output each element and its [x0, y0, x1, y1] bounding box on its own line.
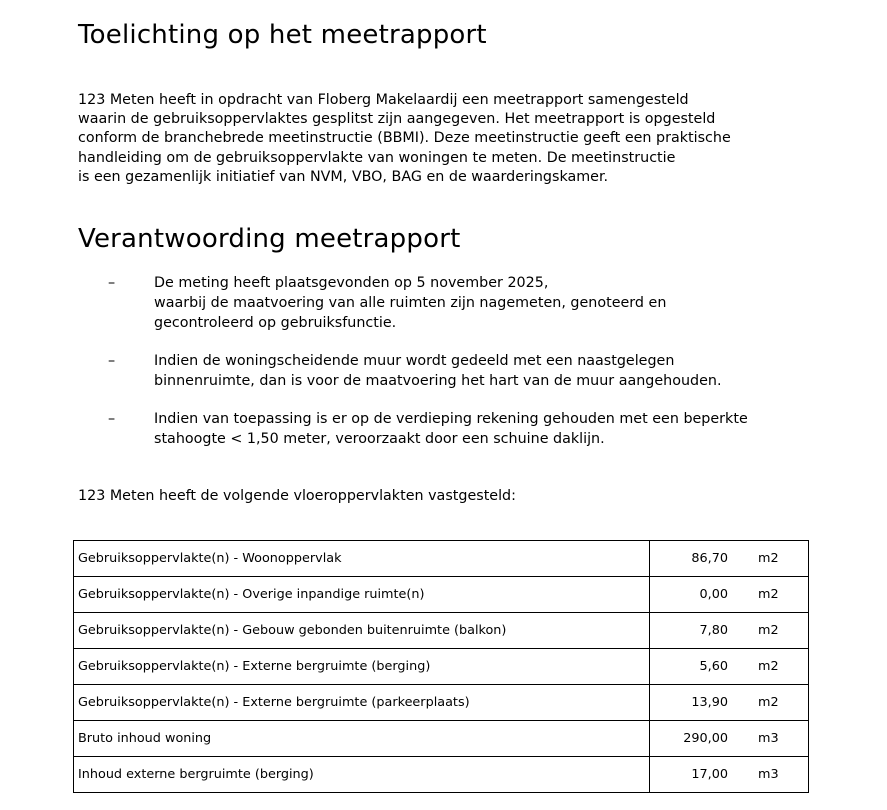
bullet-marker: – [108, 275, 116, 291]
row-value: 290,00 [683, 731, 728, 746]
row-value: 5,60 [699, 659, 728, 674]
paragraph-line: 123 Meten heeft in opdracht van Floberg Makelaardij een meetrapport samengesteld [78, 92, 689, 108]
bullet-line: De meting heeft plaatsgevonden op 5 november 2025, [154, 275, 549, 291]
paragraph-line: conform de branchebrede meetinstructie (BBMI). Deze meetinstructie geeft een praktische [78, 130, 731, 147]
value-cell [650, 613, 809, 649]
value-cell [650, 649, 809, 685]
row-unit: m2 [758, 551, 779, 566]
value-cell [650, 721, 809, 757]
value-cell [650, 757, 809, 793]
value-cell [650, 541, 809, 577]
row-unit: m3 [758, 731, 779, 746]
row-value: 0,00 [699, 587, 728, 602]
value-cell [650, 685, 809, 721]
bullet-line: binnenruimte, dan is voor de maatvoering het hart van de muur aangehouden. [154, 373, 722, 389]
row-label: Gebruiksoppervlakte(n) - Overige inpandige ruimte(n) [74, 577, 650, 613]
row-label: Gebruiksoppervlakte(n) - Gebouw gebonden buitenruimte (balkon) [74, 613, 650, 649]
bullet-line: Indien van toepassing is er op de verdieping rekening gehouden met een beperkte [154, 411, 748, 427]
table-row [74, 721, 809, 757]
section-title-explanation: Toelichting op het meetrapport [78, 20, 487, 50]
section-title-accountability: Verantwoording meetrapport [78, 224, 461, 254]
row-unit: m2 [758, 659, 779, 674]
row-value: 17,00 [691, 767, 728, 782]
floor-area-table [73, 540, 809, 793]
table-row [74, 613, 809, 649]
table-row [74, 685, 809, 721]
bullet-line: stahoogte < 1,50 meter, veroorzaakt door een schuine daklijn. [154, 431, 605, 447]
row-label: Inhoud externe bergruimte (berging) [74, 757, 650, 793]
bullet-line: Indien de woningscheidende muur wordt gedeeld met een naastgelegen [154, 353, 675, 369]
table-row [74, 757, 809, 793]
row-label: Gebruiksoppervlakte(n) - Woonoppervlak [74, 541, 650, 577]
bullet-marker: – [108, 411, 116, 427]
table-row [74, 649, 809, 685]
table-intro-text: 123 Meten heeft de volgende vloeroppervlakten vastgesteld: [78, 488, 516, 504]
explanation-paragraph [78, 91, 818, 187]
value-cell [650, 577, 809, 613]
row-value: 13,90 [691, 695, 728, 710]
row-unit: m3 [758, 767, 779, 782]
bullet-text [154, 409, 834, 449]
row-label: Bruto inhoud woning [74, 721, 650, 757]
row-value: 7,80 [699, 623, 728, 638]
table-row [74, 577, 809, 613]
bullet-text [154, 351, 834, 391]
row-value: 86,70 [691, 551, 728, 566]
bullet-marker: – [108, 353, 116, 369]
bullet-text [154, 273, 834, 333]
row-label: Gebruiksoppervlakte(n) - Externe bergruimte (parkeerplaats) [74, 685, 650, 721]
table-row [74, 541, 809, 577]
row-label: Gebruiksoppervlakte(n) - Externe bergruimte (berging) [74, 649, 650, 685]
row-unit: m2 [758, 623, 779, 638]
paragraph-line: handleiding om de gebruiksoppervlakte van woningen te meten. De meetinstructie [78, 149, 676, 166]
paragraph-line: waarin de gebruiksoppervlaktes gesplitst zijn aangegeven. Het meetrapport is opgesteld [78, 111, 716, 128]
row-unit: m2 [758, 695, 779, 710]
paragraph-line: is een gezamenlijk initiatief van NVM, VBO, BAG en de waarderingskamer. [78, 168, 609, 185]
row-unit: m2 [758, 587, 779, 602]
bullet-line: gecontroleerd op gebruiksfunctie. [154, 315, 397, 331]
bullet-line: waarbij de maatvoering van alle ruimten zijn nagemeten, genoteerd en [154, 295, 667, 311]
